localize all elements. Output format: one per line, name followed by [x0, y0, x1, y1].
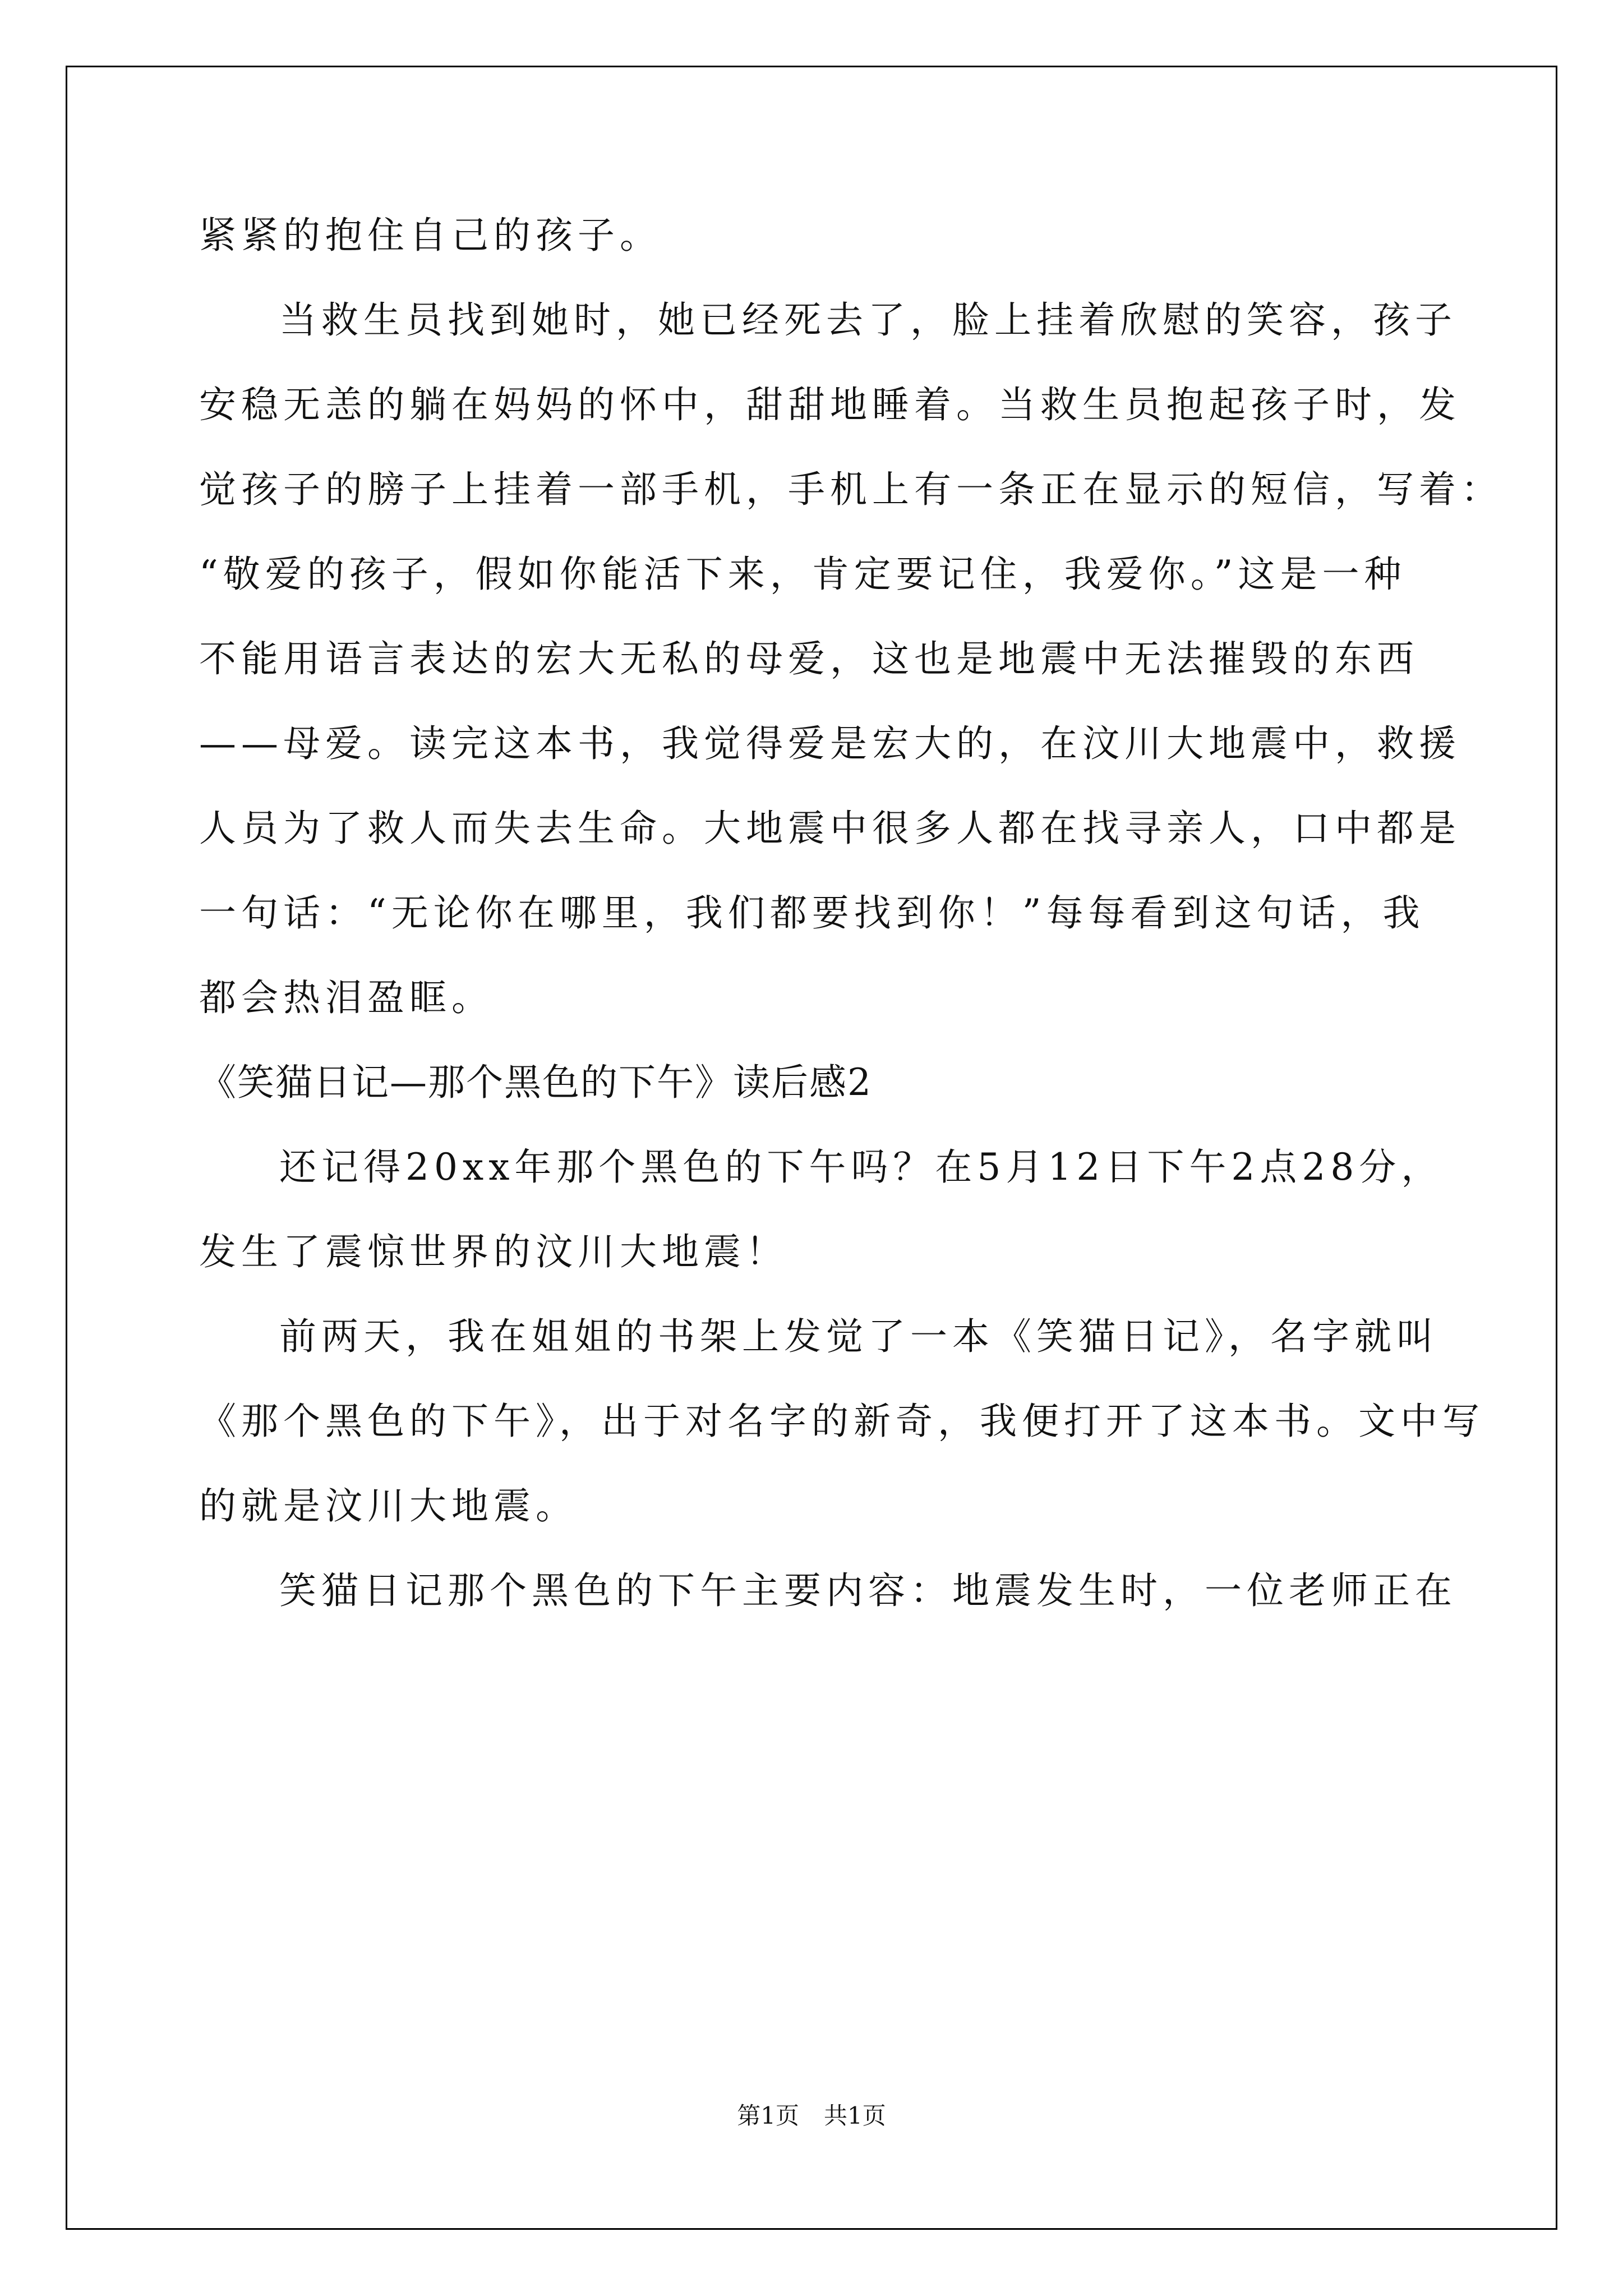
paragraph-line: 发生了震惊世界的汶川大地震！	[199, 1230, 788, 1273]
page-footer	[0, 2099, 1623, 2133]
paragraph-line: 都会热泪盈眶。	[199, 976, 494, 1019]
page-total: 共1页	[824, 2102, 886, 2129]
paragraph-line: 当救生员找到她时，她已经死去了，脸上挂着欣慰的笑容，孩子	[279, 298, 1457, 342]
paragraph-line: “敬爱的孩子，假如你能活下来，肯定要记住，我爱你。”这是一种	[199, 553, 1407, 596]
paragraph-line: ——母爱。读完这本书，我觉得爱是宏大的，在汶川大地震中，救援	[199, 722, 1461, 765]
paragraph-line: 紧紧的抱住自己的孩子。	[199, 214, 662, 257]
page-number: 第1页	[737, 2102, 799, 2129]
paragraph-line: 一句话：“无论你在哪里，我们都要找到你！”每每看到这句话，我	[199, 891, 1425, 935]
paragraph-line: 《那个黑色的下午》，出于对名字的新奇，我便打开了这本书。文中写	[199, 1400, 1484, 1443]
paragraph-line: 不能用语言表达的宏大无私的母爱，这也是地震中无法摧毁的东西	[199, 637, 1419, 680]
section-heading: 《笑猫日记—那个黑色的下午》读后感2	[199, 1061, 872, 1104]
paragraph-line: 觉孩子的膀子上挂着一部手机，手机上有一条正在显示的短信，写着：	[199, 468, 1503, 511]
paragraph-line: 笑猫日记那个黑色的下午主要内容：地震发生时，一位老师正在	[279, 1569, 1457, 1612]
paragraph-line: 安稳无恙的躺在妈妈的怀中，甜甜地睡着。当救生员抱起孩子时，发	[199, 383, 1461, 426]
paragraph-line: 还记得20xx年那个黑色的下午吗？在5月12日下午2点28分，	[279, 1145, 1444, 1189]
paragraph-line: 前两天，我在姐姐的书架上发觉了一本《笑猫日记》，名字就叫	[279, 1315, 1438, 1358]
paragraph-line: 的就是汶川大地震。	[199, 1484, 578, 1527]
paragraph-line: 人员为了救人而失去生命。大地震中很多人都在找寻亲人，口中都是	[199, 807, 1461, 850]
